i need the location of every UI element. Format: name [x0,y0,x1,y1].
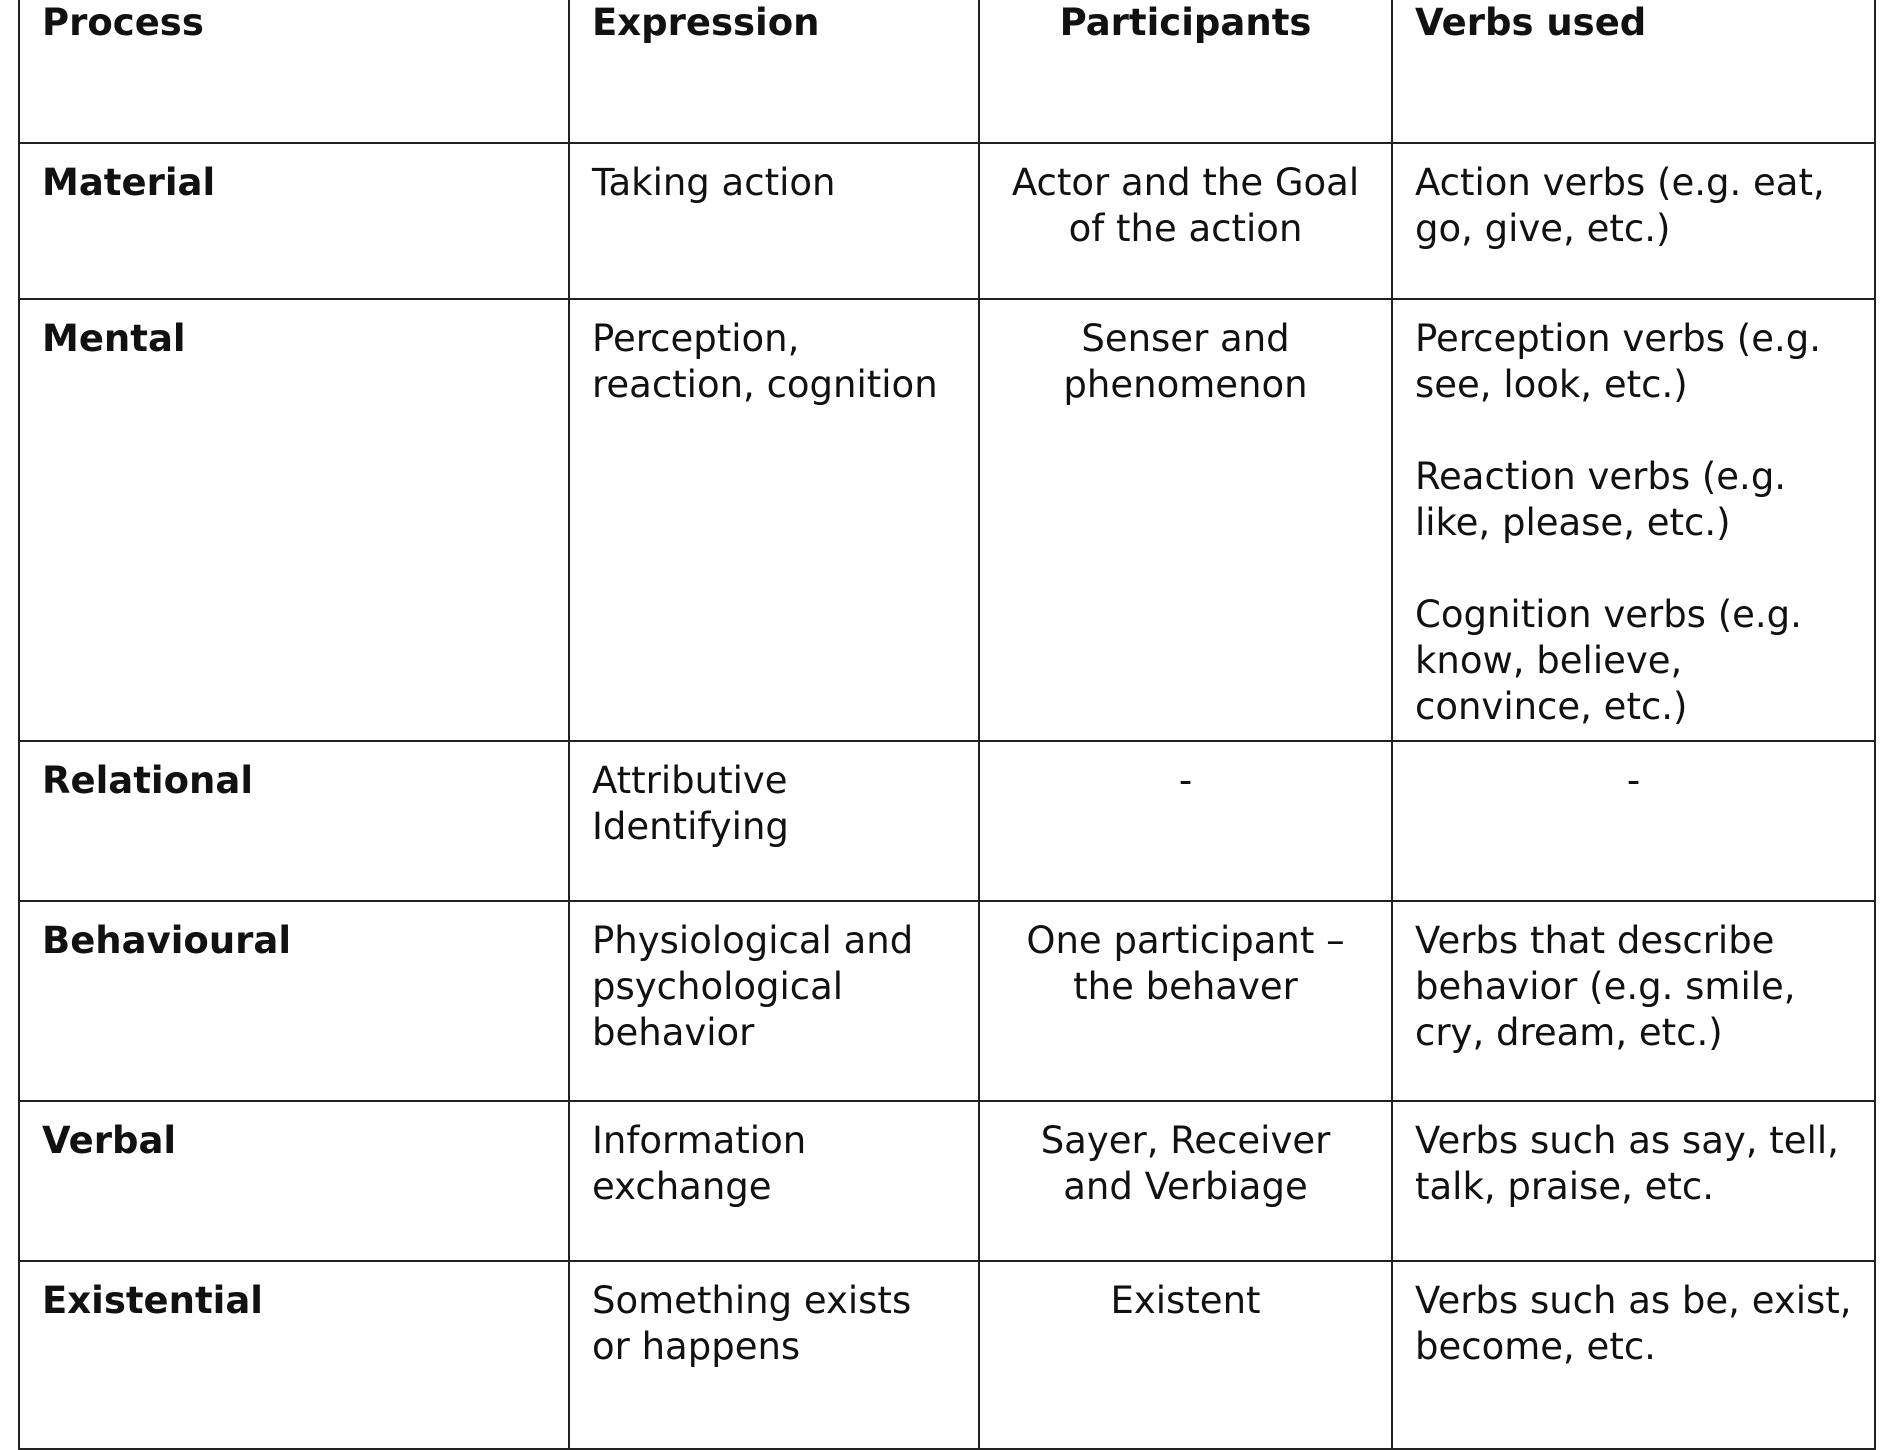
verbs-cognition-text: Cognition verbs (e.g. know, believe, convince, etc.) [1415,593,1802,728]
participants-cell [979,901,1392,1101]
table-row-behavioural [19,901,1875,1101]
verbs-text: Action verbs (e.g. eat, go, give, etc.) [1415,161,1825,250]
expression-line: reaction, cognition [592,363,938,406]
participants-line: of the action [1068,207,1303,250]
expression-cell [569,299,979,741]
expression-cell [569,1101,979,1261]
expression-cell [569,901,979,1101]
table-header-row [19,0,1875,143]
header-process: Process [19,0,569,143]
table-row-material [19,143,1875,299]
expression-line: Attributive [592,759,788,802]
verbs-cell [1392,901,1875,1101]
participants-line: the behaver [1073,965,1298,1008]
expression-cell [569,741,979,901]
process-cell: Verbal [19,1101,569,1261]
expression-cell [569,1261,979,1449]
verbs-text: Verbs that describe behavior (e.g. smile, cry, dream, etc.) [1415,919,1796,1054]
verbs-text: - [1626,759,1641,802]
verbs-perception-text: Perception verbs (e.g. see, look, etc.) [1415,317,1821,406]
expression-text: Information exchange [592,1119,807,1208]
participants-line: One participant – [1026,919,1345,962]
expression-text: Physiological and psychological behavior [592,919,914,1054]
table-row-existential [19,1261,1875,1449]
process-types-table [18,0,1876,1450]
expression-cell [569,143,979,299]
process-cell: Relational [19,741,569,901]
verbs-cell [1392,299,1875,741]
process-cell: Existential [19,1261,569,1449]
verbs-text: Verbs such as say, tell, talk, praise, etc. [1415,1119,1839,1208]
verbs-cell [1392,1101,1875,1261]
verbs-cell [1392,1261,1875,1449]
participants-line: Actor and the Goal [1011,161,1360,204]
participants-cell [979,741,1392,901]
expression-line: Identifying [592,805,789,848]
table-row-verbal [19,1101,1875,1261]
table-row-mental [19,299,1875,741]
header-expression: Expression [569,0,979,143]
expression-text: Something exists or happens [592,1279,912,1368]
header-participants: Participants [979,0,1392,143]
participants-line: Senser and [1081,317,1290,360]
table-row-relational [19,741,1875,901]
participants-cell [979,1101,1392,1261]
participants-cell [979,143,1392,299]
verbs-text: Verbs such as be, exist, become, etc. [1415,1279,1852,1368]
process-cell: Mental [19,299,569,741]
verbs-cell [1392,143,1875,299]
verbs-reaction-text: Reaction verbs (e.g. like, please, etc.) [1415,455,1787,544]
participants-line: and Verbiage [1063,1165,1308,1208]
expression-line: Perception, [592,317,800,360]
process-types-table-container [18,0,1874,1450]
participants-line: phenomenon [1063,363,1308,406]
verbs-cell [1392,741,1875,901]
participants-text: - [1178,759,1193,802]
expression-text: Taking action [592,161,836,204]
participants-cell [979,299,1392,741]
participants-text: Existent [1110,1279,1261,1322]
participants-line: Sayer, Receiver [1040,1119,1331,1162]
participants-cell [979,1261,1392,1449]
process-cell: Material [19,143,569,299]
header-verbs-used: Verbs used [1392,0,1875,143]
process-cell: Behavioural [19,901,569,1101]
